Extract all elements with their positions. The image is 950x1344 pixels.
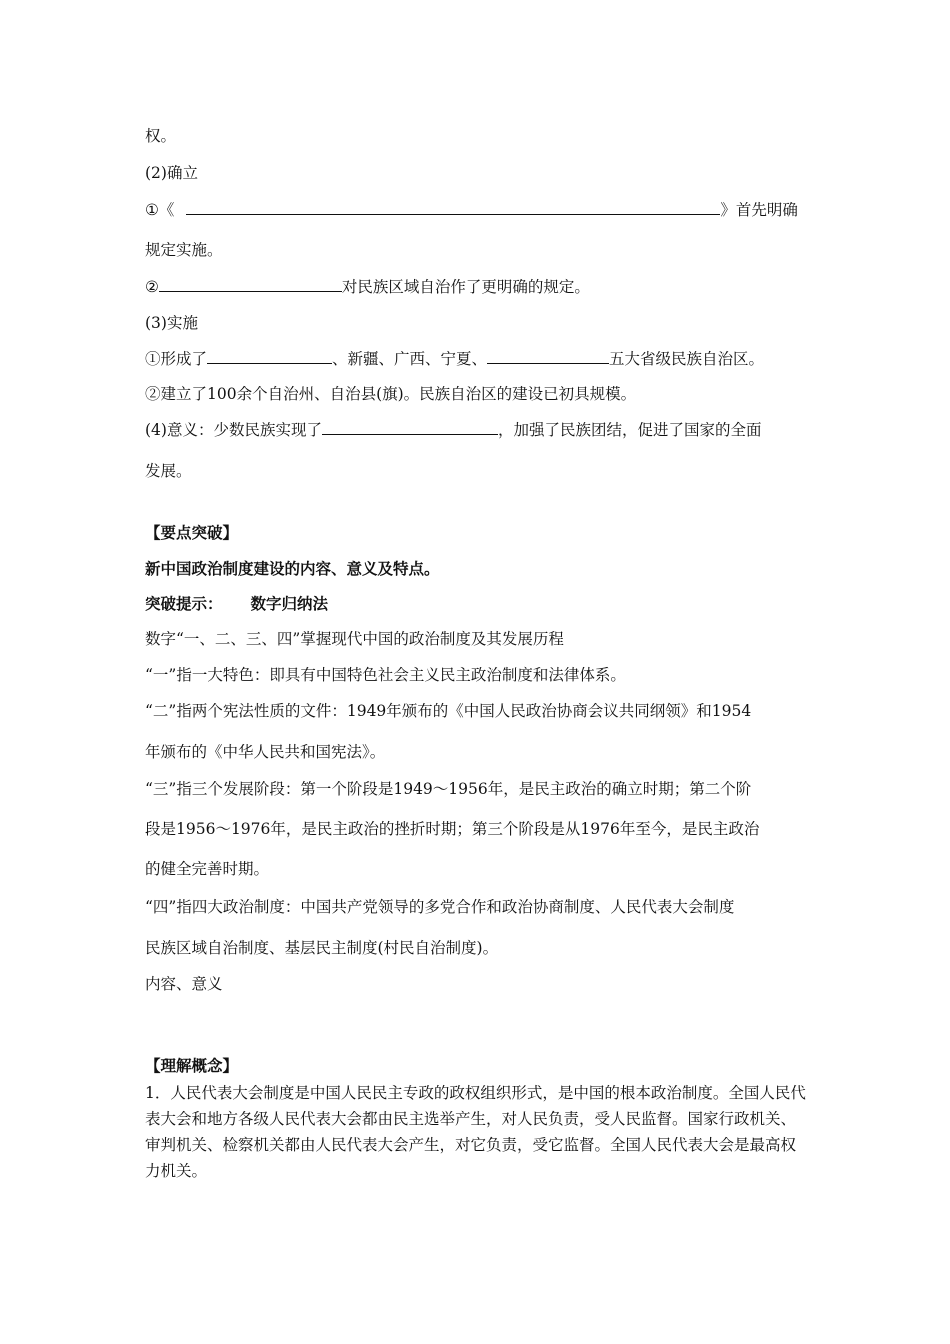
section-heading: 【理解概念】 [145,1057,239,1075]
text-fragment: ①《 [145,201,175,219]
subheading-establish: (2)确立 [145,164,198,182]
text-fragment: ，加强了民族团结，促进了国家的全面 [497,421,762,439]
text-line: 规定实施。 [145,241,223,259]
text-line: 民族区域自治制度、基层民主制度(村民自治制度)。 [145,939,499,957]
hint-value: 数字归纳法 [250,595,329,613]
text-line: 年颁布的《中华人民共和国宪法》。 [145,743,386,761]
text-fragment: ①形成了 [145,350,208,368]
section-heading: 【要点突破】 [145,524,239,542]
hint-line [145,594,328,614]
text-line: “四”指四大政治制度：中国共产党领导的多党合作和政治协商制度、人民代表大会制度 [145,898,735,916]
answer-blank[interactable] [207,349,332,364]
answer-blank[interactable] [159,277,342,292]
subheading-implement: (3)实施 [145,314,198,332]
text-line: 内容、意义 [145,975,223,993]
concept-paragraph: 1．人民代表大会制度是中国人民民主专政的政权组织形式，是中国的根本政治制度。全国人民代表大会和地方各级人民代表大会都由民主选举产生，对人民负责，受人民监督。国家行政机关、审判机关、检察机关都由人民代表大会产生，对它负责，受它监督。全国人民代表大会是最高权力机关。 [145,1084,806,1180]
text-line: “二”指两个宪法性质的文件：1949年颁布的《中国人民政治协商会议共同纲领》和1954 [145,702,752,720]
hint-label: 突破提示： [145,595,223,613]
topic-line: 新中国政治制度建设的内容、意义及特点。 [145,560,440,578]
fill-line-3 [145,349,764,369]
text-line: 数字“一、二、三、四”掌握现代中国的政治制度及其发展历程 [145,630,564,648]
text-fragment: 五大省级民族自治区。 [609,350,765,368]
text-line: 的健全完善时期。 [145,860,270,878]
fill-line-4 [145,420,761,440]
fill-line-1 [145,200,798,220]
text-fragment: 对民族区域自治作了更明确的规定。 [341,278,590,296]
answer-blank[interactable] [322,420,498,435]
text-fragment: 》首先明确 [720,201,798,219]
text-fragment: 、新疆、广西、宁夏、 [332,350,488,368]
answer-blank[interactable] [186,200,720,215]
text-fragment: ② [145,278,159,296]
text-line: ②建立了100余个自治州、自治县(旗)。民族自治区的建设已初具规模。 [145,385,637,403]
text-fragment: (4)意义：少数民族实现了 [145,421,322,439]
text-line: “三”指三个发展阶段：第一个阶段是1949～1956年，是民主政治的确立时期；第二个阶 [145,780,752,798]
answer-blank[interactable] [487,349,609,364]
fill-line-2 [145,277,590,297]
text-line: “一”指一大特色：即具有中国特色社会主义民主政治制度和法律体系。 [145,666,626,684]
text-line: 发展。 [145,462,192,480]
text-line: 段是1956～1976年，是民主政治的挫折时期；第三个阶段是从1976年至今，是民主政治 [145,820,760,838]
text-line: 权。 [145,127,177,145]
